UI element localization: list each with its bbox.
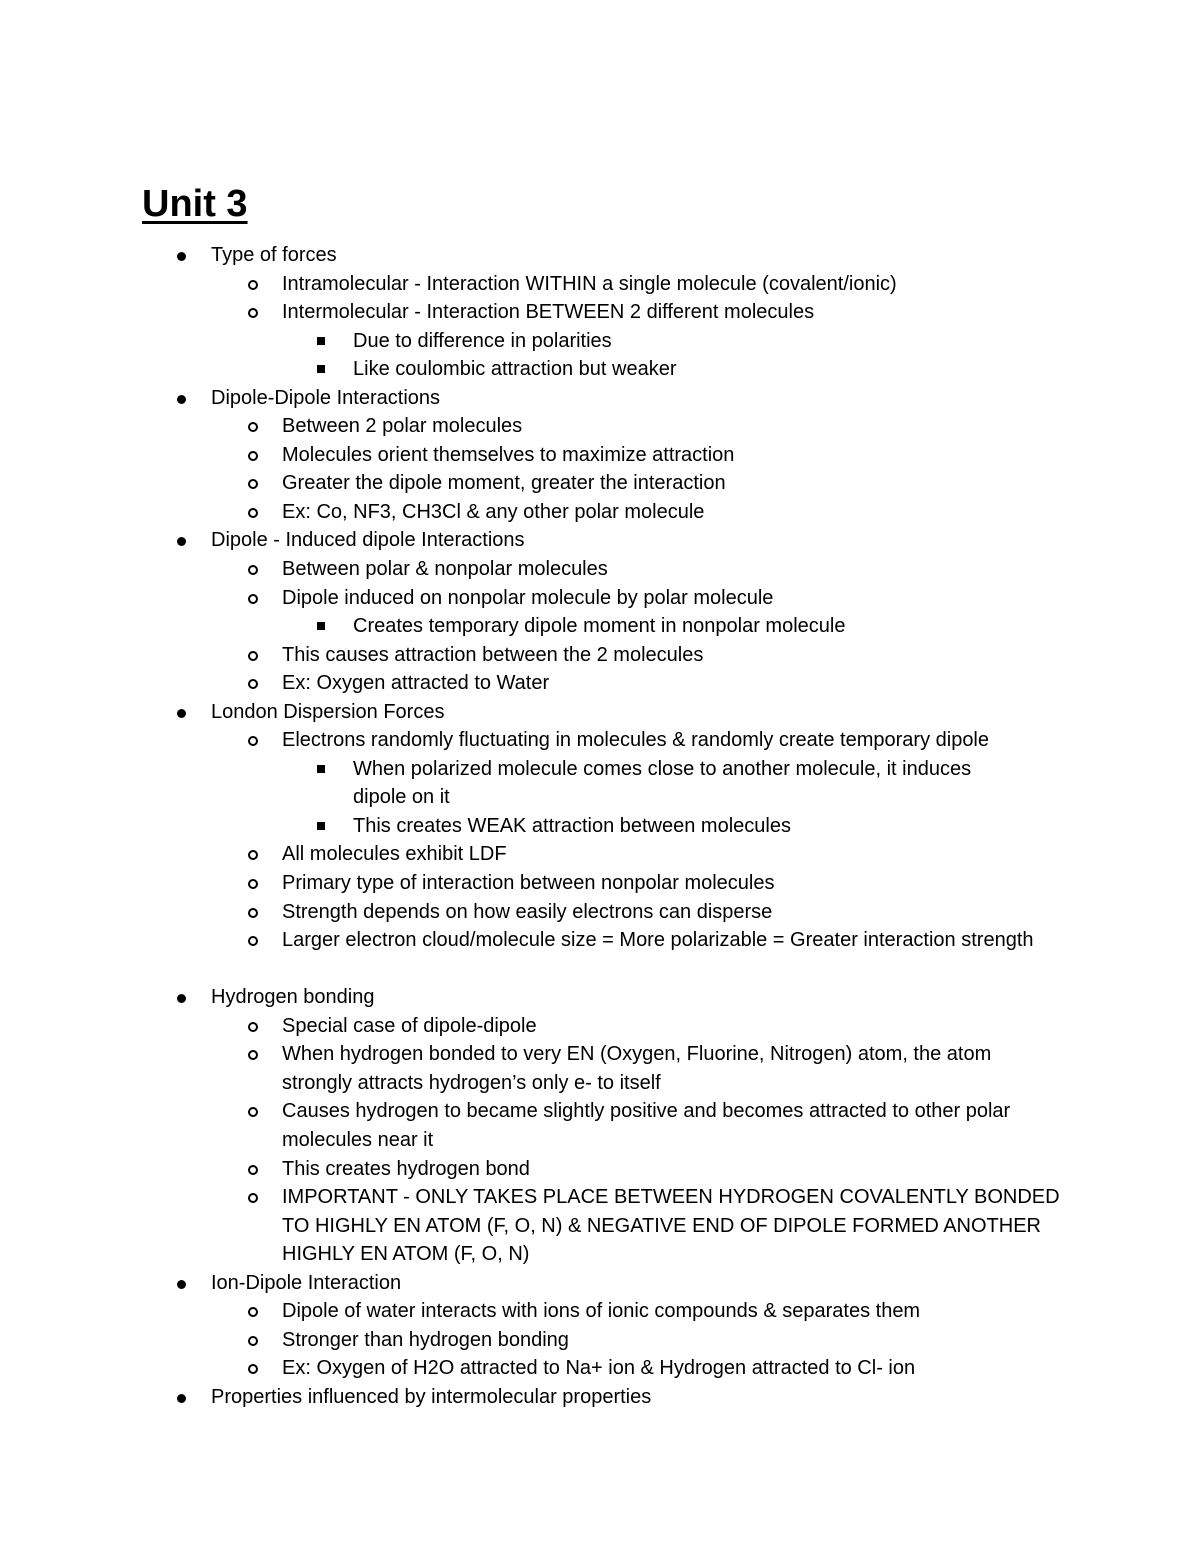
circle-bullet-icon (248, 565, 258, 575)
notes-list (0, 241, 1200, 1411)
list-item-text: Molecules orient themselves to maximize attraction (282, 443, 735, 466)
list-item-text: Ex: Oxygen of H2O attracted to Na+ ion & Hydrogen attracted to Cl- ion (282, 1357, 916, 1380)
list-item-level-2 (0, 669, 1200, 698)
square-bullet-icon (317, 365, 325, 373)
list-item-level-2 (0, 584, 1200, 613)
list-item-text: Hydrogen bonding (211, 986, 375, 1009)
list-item-text: London Dispersion Forces (211, 700, 445, 723)
list-item-text: Electrons randomly fluctuating in molecules & randomly create temporary dipole (282, 729, 990, 752)
disc-bullet-icon (177, 709, 186, 718)
disc-bullet-icon (177, 537, 186, 546)
list-item-level-2 (0, 1012, 1200, 1041)
list-item-level-3 (0, 327, 1200, 356)
circle-bullet-icon (248, 908, 258, 918)
list-item-level-3 (0, 812, 1200, 841)
circle-bullet-icon (248, 850, 258, 860)
list-item-text: Intermolecular - Interaction BETWEEN 2 different molecules (282, 301, 815, 324)
list-item-text: Type of forces (211, 244, 337, 266)
list-item-text: Ex: Co, NF3, CH3Cl & any other polar molecule (282, 500, 705, 523)
list-item-level-2 (0, 869, 1200, 898)
list-item-text: Strength depends on how easily electrons can disperse (282, 900, 773, 923)
list-item-text: When polarized molecule comes close to another molecule, it induces dipole on it (353, 757, 972, 809)
list-item-text: Causes hydrogen to became slightly positive and becomes attracted to other polar molecules near it (282, 1100, 1011, 1151)
circle-bullet-icon (248, 736, 258, 746)
list-item-level-3 (0, 355, 1200, 384)
list-item-text: Primary type of interaction between nonpolar molecules (282, 872, 775, 895)
list-item-level-2 (0, 412, 1200, 441)
circle-bullet-icon (248, 451, 258, 461)
disc-bullet-icon (177, 395, 186, 404)
list-item-text: This creates WEAK attraction between molecules (353, 814, 791, 837)
list-item-text: This creates hydrogen bond (282, 1157, 530, 1180)
circle-bullet-icon (248, 936, 258, 946)
list-item-level-2 (0, 1155, 1200, 1184)
square-bullet-icon (317, 765, 325, 773)
circle-bullet-icon (248, 1336, 258, 1346)
list-item-text: Like coulombic attraction but weaker (353, 358, 677, 381)
circle-bullet-icon (248, 508, 258, 518)
square-bullet-icon (317, 337, 325, 345)
list-item-text: Dipole of water interacts with ions of ionic compounds & separates them (282, 1300, 921, 1323)
list-item-level-2 (0, 298, 1200, 327)
list-item-level-3 (0, 612, 1200, 641)
list-item-level-2 (0, 1183, 1200, 1269)
list-item-level-2 (0, 270, 1200, 299)
list-item-text: Properties influenced by intermolecular properties (211, 1385, 652, 1408)
circle-bullet-icon (248, 1022, 258, 1032)
list-item-text: Ex: Oxygen attracted to Water (282, 672, 550, 695)
list-item-level-1 (0, 526, 1200, 555)
list-item-level-2 (0, 641, 1200, 670)
list-item-text: Greater the dipole moment, greater the interaction (282, 472, 726, 495)
list-item-level-2 (0, 1354, 1200, 1383)
circle-bullet-icon (248, 594, 258, 604)
circle-bullet-icon (248, 679, 258, 689)
circle-bullet-icon (248, 879, 258, 889)
list-item-text: Between polar & nonpolar molecules (282, 558, 608, 581)
disc-bullet-icon (177, 1280, 186, 1289)
list-item-level-1 (0, 1269, 1200, 1298)
circle-bullet-icon (248, 422, 258, 432)
list-item-level-2 (0, 726, 1200, 755)
list-item-level-3 (0, 755, 1200, 812)
list-item-level-1 (0, 698, 1200, 727)
list-item-text: Stronger than hydrogen bonding (282, 1328, 569, 1351)
list-item-text: Dipole - Induced dipole Interactions (211, 529, 525, 552)
list-item-level-2 (0, 555, 1200, 584)
circle-bullet-icon (248, 1165, 258, 1175)
circle-bullet-icon (248, 1107, 258, 1117)
list-item-text: When hydrogen bonded to very EN (Oxygen, Fluorine, Nitrogen) atom, the atom strongly attracts hydrogen’s only e- to itself (282, 1043, 992, 1094)
list-item-text: IMPORTANT - ONLY TAKES PLACE BETWEEN HYDROGEN COVALENTLY BONDED TO HIGHLY EN ATOM (F, O, N) & NEGATIVE END OF DIPOLE FORMED ANOTHER HIGHLY EN ATOM (F, O, N) (282, 1186, 1060, 1266)
disc-bullet-icon (177, 1394, 186, 1403)
list-item-text: Intramolecular - Interaction WITHIN a single molecule (covalent/ionic) (282, 272, 897, 295)
list-item-text: Dipole-Dipole Interactions (211, 386, 441, 409)
list-item-level-1 (0, 1383, 1200, 1412)
circle-bullet-icon (248, 479, 258, 489)
list-item-level-2 (0, 469, 1200, 498)
list-item-level-2 (0, 898, 1200, 927)
list-item-level-1 (0, 983, 1200, 1012)
list-item-text: Larger electron cloud/molecule size = More polarizable = Greater interaction strength (282, 929, 1034, 952)
list-item-text: Between 2 polar molecules (282, 415, 523, 438)
list-item-level-2 (0, 1097, 1200, 1154)
list-item-text: Dipole induced on nonpolar molecule by polar molecule (282, 586, 774, 609)
page-title: Unit 3 (142, 183, 248, 225)
list-item-level-2 (0, 1326, 1200, 1355)
circle-bullet-icon (248, 1050, 258, 1060)
circle-bullet-icon (248, 651, 258, 661)
list-item-level-2 (0, 1040, 1200, 1097)
list-item-text: All molecules exhibit LDF (282, 843, 507, 866)
list-item-text: Due to difference in polarities (353, 329, 612, 352)
list-item-level-2 (0, 498, 1200, 527)
circle-bullet-icon (248, 1193, 258, 1203)
square-bullet-icon (317, 622, 325, 630)
disc-bullet-icon (177, 252, 186, 261)
circle-bullet-icon (248, 1364, 258, 1374)
list-item-level-1 (0, 384, 1200, 413)
list-item-level-2 (0, 926, 1200, 983)
list-item-text: This causes attraction between the 2 molecules (282, 643, 704, 666)
circle-bullet-icon (248, 280, 258, 290)
circle-bullet-icon (248, 1307, 258, 1317)
circle-bullet-icon (248, 308, 258, 318)
list-item-level-2 (0, 441, 1200, 470)
list-item-text: Special case of dipole-dipole (282, 1014, 537, 1037)
list-item-text: Creates temporary dipole moment in nonpolar molecule (353, 615, 846, 638)
list-item-level-2 (0, 840, 1200, 869)
disc-bullet-icon (177, 994, 186, 1003)
list-item-level-2 (0, 1297, 1200, 1326)
list-item-level-1 (0, 241, 1200, 270)
list-item-text: Ion-Dipole Interaction (211, 1271, 402, 1294)
square-bullet-icon (317, 822, 325, 830)
